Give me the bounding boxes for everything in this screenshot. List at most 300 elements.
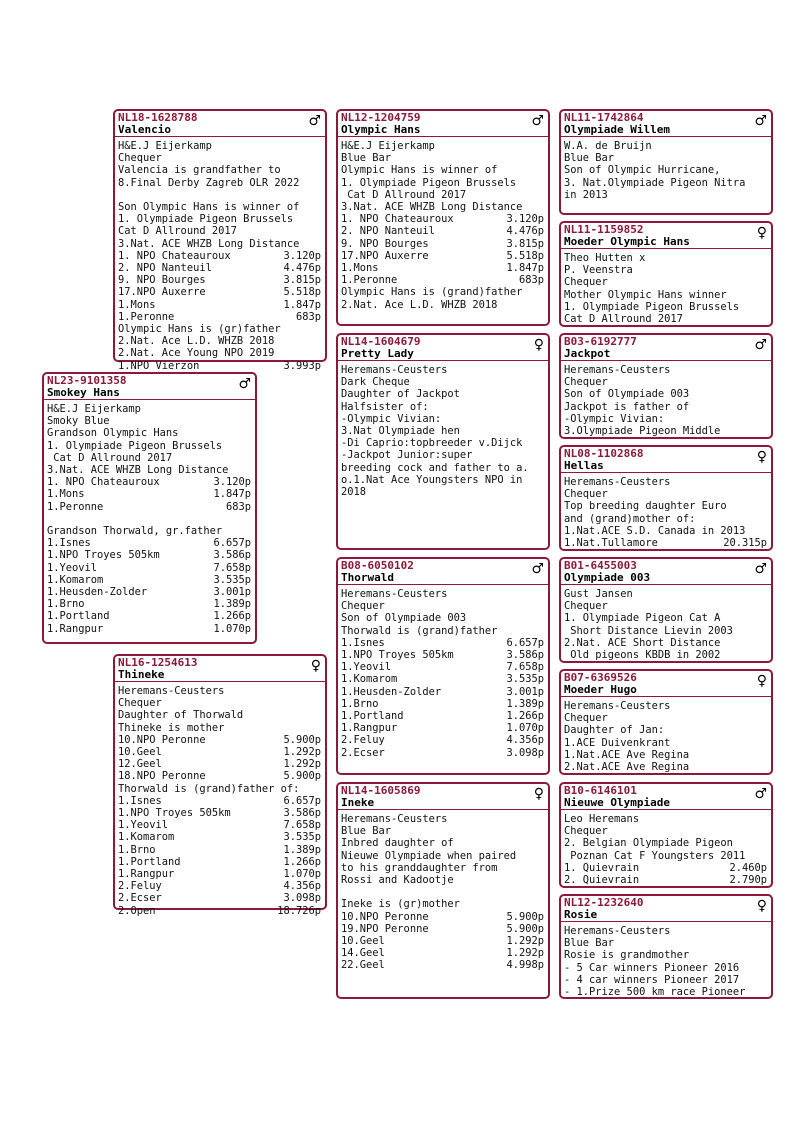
info-line [341,425,544,437]
info-line [341,625,544,637]
line-text: 2. NPO Nanteuil [341,225,435,238]
info-line [47,537,251,549]
info-line [564,488,767,500]
info-line [341,140,544,152]
ring-number: NL08-1102868 [564,447,644,460]
card-body [115,682,325,919]
info-line [47,403,251,415]
line-text: 1.Yeovil [341,661,392,674]
result-value: 3.120p [213,476,251,489]
info-line [341,299,544,311]
result-value: 20.315p [723,537,767,550]
ring-number: NL18-1628788 [118,111,198,124]
line-text: 2.Nat. Ace L.D. WHZB 2018 [341,298,498,311]
result-value: 3.098p [506,746,544,759]
line-text: 1.Mons [118,298,156,311]
line-text: 1.Portland [118,855,181,868]
info-line [341,152,544,164]
line-text: 19.NPO Peronne [341,922,429,935]
info-line [564,276,767,288]
info-line [47,501,251,513]
line-text: 9. NPO Bourges [341,237,429,250]
line-text: 2. NPO Nanteuil [118,262,212,275]
line-text: Gust Jansen [564,588,633,600]
info-line [341,722,544,734]
info-line [47,574,251,586]
info-line [118,734,321,746]
info-line [341,886,544,898]
result-value: 1.070p [506,722,544,735]
info-line [564,513,767,525]
info-line [564,289,767,301]
info-line [118,262,321,274]
line-text: Blue Bar [564,937,615,950]
male-symbol-icon: ♂ [754,561,767,577]
line-text: 1.Brno [118,843,156,856]
line-text: 2.Feluy [118,880,162,893]
line-text: 1.Komarom [341,673,398,686]
line-text: W.A. de Bruijn [564,140,652,152]
line-text: Chequer [564,712,608,725]
line-text: Son of Olympiade 003 [341,612,467,625]
line-text: Heremans-Ceusters [564,476,671,488]
line-text: Ineke is (gr)mother [341,898,460,911]
card-body [561,922,771,1000]
line-text: 17.NPO Auxerre [118,286,206,299]
pigeon-card-hellas [559,445,773,551]
info-line [47,598,251,610]
info-line [118,892,321,904]
info-line [118,697,321,709]
result-value: 4.356p [283,880,321,893]
result-value: 1.070p [213,622,251,635]
line-text: Chequer [118,697,162,710]
pigeon-card-thineke [113,654,327,917]
ring-number: NL23-9101358 [47,374,127,387]
info-line [118,250,321,262]
card-header [561,223,771,249]
line-text: Jackpot is father of [564,400,690,413]
line-text: 1.Nat.ACE S.D. Canada in 2013 [564,524,746,537]
info-line [118,189,321,201]
pigeon-name: Olympic Hans [341,123,421,136]
result-value: 5.518p [506,249,544,262]
info-line [564,140,767,152]
result-value: 5.900p [506,910,544,923]
info-line [341,376,544,388]
info-line [47,549,251,561]
line-text: 1. Olympiade Pigeon Brussels [47,439,223,452]
line-text: 1.Heusden-Zolder [47,586,148,599]
line-text: Thineke is mother [118,721,225,734]
line-text: Blue Bar [564,152,615,165]
line-text: Grandson Olympic Hans [47,427,179,440]
line-text: Valencia is grandfather to [118,164,281,177]
card-header [561,896,771,922]
line-text: 2.Feluy [341,734,385,747]
info-line [341,437,544,449]
card-header [561,111,771,137]
pigeon-name: Moeder Hugo [564,683,637,696]
info-line [47,488,251,500]
line-text: 2.Nat.ACE Ave Regina [564,761,690,774]
card-body [561,697,771,775]
line-text: 10.NPO Peronne [341,910,429,923]
result-value: 5.900p [283,733,321,746]
info-line [564,737,767,749]
line-text: Son of Olympiade 003 [564,388,690,401]
line-text: 3.Olympiade Pigeon Middle [564,425,721,438]
card-header [338,111,548,137]
line-text: 1.Nat.Tullamore [564,537,658,550]
line-text: 1.Peronne [341,274,398,287]
line-text: Chequer [564,825,608,838]
line-text: Heremans-Ceusters [341,588,448,600]
line-text: Mother Olympic Hans winner [564,288,727,301]
info-line [564,177,767,189]
line-text: 1.Peronne [47,500,104,513]
line-text: 1.Mons [47,488,85,501]
pigeon-name: Smokey Hans [47,386,120,399]
line-text: 1.Yeovil [47,561,98,574]
line-text: 22.Geel [341,959,385,972]
line-text: 2.Open [118,904,156,917]
line-text: 3.Nat. ACE WHZB Long Distance [47,464,229,477]
line-text: and (grand)mother of: [564,512,696,525]
info-line [47,562,251,574]
info-line [118,140,321,152]
result-value: 6.657p [213,537,251,550]
info-line [564,152,767,164]
line-text: 2.Nat. ACE Short Distance [564,636,721,649]
result-value: 5.900p [283,770,321,783]
line-text: Leo Heremans [564,813,640,825]
line-text: Rosie is grandmother [564,949,690,962]
result-value: 1.389p [506,697,544,710]
line-text: 1.Peronne [118,310,175,323]
line-text: Olympic Hans is (gr)father [118,323,281,336]
info-line [564,364,767,376]
line-text: -Di Caprio:topbreeder v.Dijck [341,437,523,450]
info-line [118,311,321,323]
info-line [564,425,767,437]
ring-number: NL11-1159852 [564,223,644,236]
male-symbol-icon: ♂ [238,376,251,392]
info-line [118,770,321,782]
info-line [341,164,544,176]
info-line [341,649,544,661]
line-text: Chequer [341,600,385,613]
line-text: 1. Olympiade Pigeon Cat A [564,612,721,625]
info-line [341,286,544,298]
card-body [561,137,771,203]
ring-number: B08-6050102 [341,559,414,572]
pigeon-name: Olympiade Willem [564,123,670,136]
pigeon-card-moeder-hugo [559,669,773,775]
info-line [564,588,767,600]
female-symbol-icon: ♀ [310,658,321,674]
info-line [564,813,767,825]
card-header [44,374,255,400]
info-line [341,911,544,923]
card-body [44,400,255,637]
result-value: 1.292p [283,758,321,771]
info-line [118,905,321,917]
info-line [341,588,544,600]
line-text: 1.Isnes [118,794,162,807]
line-text: 1.Komarom [47,573,104,586]
info-line [118,795,321,807]
line-text: breeding cock and father to a. [341,461,529,474]
pigeon-card-ineke [336,782,550,999]
line-text: Old pigeons KBDB in 2002 [564,649,721,662]
card-body [338,585,548,761]
info-line [341,274,544,286]
line-text: 1.Portland [341,710,404,723]
line-text: Grandson Thorwald, gr.father [47,525,223,538]
line-text: Son Olympic Hans is winner of [118,201,300,213]
info-line [564,850,767,862]
line-text: Daughter of Thorwald [118,709,244,722]
pigeon-card-moeder-olympic-hans [559,221,773,327]
result-value: 7.658p [283,819,321,832]
line-text: 2.Ecser [118,892,162,905]
pigeon-name: Moeder Olympic Hans [564,235,690,248]
result-value: 3.535p [506,673,544,686]
info-line [341,637,544,649]
card-header [115,656,325,682]
result-value: 1.266p [283,855,321,868]
result-value: 3.815p [283,274,321,287]
card-body [561,585,771,663]
line-text: -Jackpot Junior:super [341,449,473,462]
result-value: 1.389p [283,843,321,856]
ring-number: NL16-1254613 [118,656,198,669]
result-value: 683p [225,500,251,513]
male-symbol-icon: ♂ [531,561,544,577]
info-line [341,238,544,250]
line-text: Chequer [564,488,608,501]
result-value: 6.657p [283,794,321,807]
card-header [561,559,771,585]
info-line [341,734,544,746]
pigeon-card-olympiade-003 [559,557,773,663]
line-text: Rossi and Kadootje [341,874,454,887]
pigeon-name: Thorwald [341,571,394,584]
line-text: 1.Rangpur [118,868,175,881]
info-line [118,274,321,286]
pigeon-name: Rosie [564,908,598,921]
info-line [47,513,251,525]
info-line [341,837,544,849]
line-text: 1.Brno [47,598,85,611]
female-symbol-icon: ♀ [756,898,767,914]
info-line [341,898,544,910]
female-symbol-icon: ♀ [756,449,767,465]
pigeon-card-smokey-hans [42,372,257,644]
ring-number: B07-6369526 [564,671,637,684]
line-text: 17.NPO Auxerre [341,249,429,262]
line-text: 1.Brno [341,697,379,710]
info-line [341,686,544,698]
info-line [341,673,544,685]
result-value: 3.535p [283,831,321,844]
pigeon-card-olympic-hans [336,109,550,326]
info-line [341,262,544,274]
ring-number: NL11-1742864 [564,111,644,124]
info-line [564,649,767,661]
info-line [341,923,544,935]
line-text: Top breeding daughter Euro [564,500,727,513]
pigeon-name: Thineke [118,668,165,681]
info-line [118,856,321,868]
card-header [561,784,771,810]
info-line [118,709,321,721]
line-text: 8.Final Derby Zagreb OLR 2022 [118,176,300,189]
info-line [118,201,321,213]
info-line [118,819,321,831]
line-text: 3.Nat Olympiade hen [341,425,460,438]
result-value: 3.815p [506,237,544,250]
result-value: 3.993p [283,359,321,372]
info-line [564,761,767,773]
result-value: 3.586p [213,549,251,562]
info-line [564,700,767,712]
line-text: 1.NPO Troyes 505km [341,649,454,662]
line-text: 1.NPO Troyes 505km [118,807,231,820]
line-text: - 5 Car winners Pioneer 2016 [564,961,740,974]
result-value: 3.098p [283,892,321,905]
info-line [564,600,767,612]
info-line [564,837,767,849]
card-body [561,361,771,439]
pigeon-card-jackpot [559,333,773,439]
female-symbol-icon: ♀ [756,225,767,241]
pigeon-name: Hellas [564,459,604,472]
info-line [341,698,544,710]
line-text: -Olympic Vivian: [564,412,665,425]
result-value: 1.266p [213,610,251,623]
info-line [341,959,544,971]
pigeon-card-thorwald [336,557,550,775]
info-line [564,500,767,512]
result-value: 3.120p [283,249,321,262]
info-line [118,177,321,189]
result-value: 4.476p [283,262,321,275]
line-text: 1. Olympiade Pigeon Brussels [564,300,740,313]
result-value: 3.586p [506,649,544,662]
line-text: Cat D Allround 2017 [341,188,467,201]
line-text: 1.Mons [341,262,379,275]
line-text: -Olympic Vivian: [341,412,442,425]
info-line [564,252,767,264]
card-body [561,810,771,888]
info-line [47,623,251,635]
result-value: 7.658p [506,661,544,674]
line-text: Heremans-Ceusters [341,364,448,376]
line-text: 1. NPO Chateauroux [118,249,231,262]
line-text: Thorwald is (grand)father of: [118,782,300,795]
info-line [341,462,544,474]
ring-number: NL14-1604679 [341,335,421,348]
line-text: 2.Ecser [341,746,385,759]
card-header [561,671,771,697]
line-text: Halfsister of: [341,400,429,413]
line-text: 1. NPO Chateauroux [341,213,454,226]
result-value: 3.586p [283,807,321,820]
card-body [561,249,771,327]
result-value: 7.658p [213,561,251,574]
line-text: 18.NPO Peronne [118,770,206,783]
result-value: 1.292p [283,746,321,759]
ring-number: NL12-1232640 [564,896,644,909]
info-line [564,937,767,949]
info-line [341,862,544,874]
card-header [115,111,325,137]
result-value: 1.292p [506,935,544,948]
line-text: to his granddaughter from [341,861,498,874]
info-line [341,747,544,759]
line-text: Olympic Hans is winner of [341,164,498,177]
info-line [341,710,544,722]
line-text: 14.Geel [341,947,385,960]
info-line [564,625,767,637]
info-line [341,612,544,624]
line-text: Olympic Hans is (grand)father [341,286,523,299]
info-line [564,962,767,974]
pigeon-card-olympiade-willem [559,109,773,215]
info-line [341,661,544,673]
info-line [118,335,321,347]
female-symbol-icon: ♀ [756,673,767,689]
pigeon-name: Jackpot [564,347,611,360]
info-line [564,949,767,961]
info-line [564,164,767,176]
line-text: Heremans-Ceusters [564,364,671,376]
info-line [341,600,544,612]
info-line [564,313,767,325]
ring-number: B01-6455003 [564,559,637,572]
line-text: Blue Bar [341,825,392,838]
info-line [118,299,321,311]
info-line [118,807,321,819]
line-text: - 4 car winners Pioneer 2017 [564,973,740,986]
line-text: Heremans-Ceusters [118,685,225,697]
result-value: 1.847p [213,488,251,501]
card-header [561,447,771,473]
info-line [47,452,251,464]
info-line [564,264,767,276]
line-text: 3. Nat.Olympiade Pigeon Nitra [564,176,746,189]
info-line [118,831,321,843]
pigeon-name: Pretty Lady [341,347,414,360]
line-text: Cat D Allround 2017 [118,225,237,238]
info-line [118,323,321,335]
info-line [564,376,767,388]
line-text: 1.NPO Vierzon [118,359,200,372]
male-symbol-icon: ♂ [531,113,544,129]
line-text: in 2013 [564,188,608,201]
line-text: Dark Cheque [341,376,410,389]
result-value: 4.476p [506,225,544,238]
line-text: 1. NPO Chateauroux [47,476,160,489]
result-value: 6.657p [506,636,544,649]
info-line [118,880,321,892]
line-text: 1. Quievrain [564,861,640,874]
line-text: 2. Belgian Olympiade Pigeon [564,837,733,850]
card-header [338,784,548,810]
pigeon-name: Nieuwe Olympiade [564,796,670,809]
